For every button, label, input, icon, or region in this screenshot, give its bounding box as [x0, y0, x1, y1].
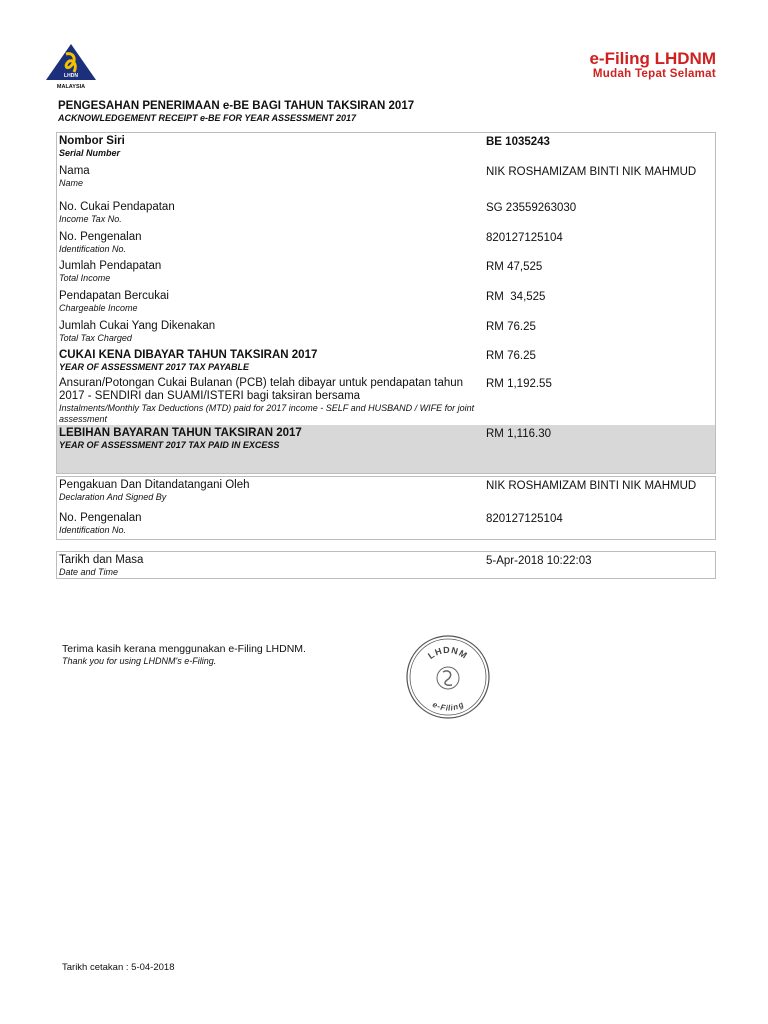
id-value: 820127125104 [486, 232, 563, 244]
serial-value: BE 1035243 [486, 136, 550, 148]
title-main: PENGESAHAN PENERIMAAN e-BE BAGI TAHUN TAKSIRAN 2017 [58, 100, 415, 112]
stamp-text-top: LHDNM [426, 644, 470, 661]
row-tax-charged [57, 318, 715, 347]
datetime-value: 5-Apr-2018 10:22:03 [486, 555, 592, 567]
row-serial [57, 133, 715, 163]
document-title [58, 100, 718, 124]
excess-label-en: YEAR OF ASSESSMENT 2017 TAX PAID IN EXCESS [59, 440, 280, 450]
logo-text-bottom: MALAYSIA [56, 84, 86, 90]
row-chargeable-income [57, 288, 715, 318]
chargeable-label: Pendapatan Bercukai [59, 290, 169, 302]
serial-label: Nombor Siri [59, 135, 125, 147]
print-date: Tarikh cetakan : 5-04-2018 [62, 962, 175, 973]
chargeable-value: RM 34,525 [486, 291, 546, 303]
logo-text-top: LHDN [64, 73, 78, 79]
name-label-en: Name [59, 178, 84, 188]
name-value: NIK ROSHAMIZAM BINTI NIK MAHMUD [486, 166, 697, 178]
serial-label-en: Serial Number [59, 148, 121, 158]
signed-label-en: Declaration And Signed By [59, 492, 167, 502]
id-label: No. Pengenalan [59, 231, 142, 243]
thanks-text: Terima kasih kerana menggunakan e-Filing LHDNM. [62, 643, 306, 655]
stamp-text-bottom: e-Filing [430, 699, 466, 713]
datetime-label-en: Date and Time [59, 567, 118, 577]
id-label-en: Identification No. [59, 244, 127, 254]
row-datetime [57, 552, 715, 580]
pcb-label: Ansuran/Potongan Cukai Bulanan (PCB) telah dibayar untuk pendapatan tahun 2017 - SENDIRI dan SUAMI/ISTERI bagi taksiran bersama [59, 377, 464, 402]
datetime-label: Tarikh dan Masa [59, 554, 144, 566]
brand-tagline: Mudah Tepat Selamat [592, 68, 716, 80]
row-id [57, 229, 715, 258]
name-label: Nama [59, 165, 90, 177]
payable-label-en: YEAR OF ASSESSMENT 2017 TAX PAYABLE [59, 362, 250, 372]
signed-value: NIK ROSHAMIZAM BINTI NIK MAHMUD [486, 480, 697, 492]
declaration-id-value: 820127125104 [486, 513, 563, 525]
svg-text:LHDNM [426, 645, 469, 661]
excess-label: LEBIHAN BAYARAN TAHUN TAKSIRAN 2017 [59, 427, 302, 439]
declaration-id-label: No. Pengenalan [59, 512, 142, 524]
tax-no-value: SG 23559263030 [486, 202, 577, 214]
brand-block [589, 50, 716, 81]
excess-value: RM 1,116.30 [486, 428, 551, 440]
brand-title: e-Filing LHDNM [589, 49, 716, 68]
tax-charged-label-en: Total Tax Charged [59, 333, 132, 343]
tax-charged-label: Jumlah Cukai Yang Dikenakan [59, 320, 216, 332]
thanks-text-en: Thank you for using LHDNM's e-Filing. [62, 656, 217, 666]
pcb-label-en: Instalments/Monthly Tax Deductions (MTD) paid for 2017 income - SELF and HUSBAND / WIFE for joint assessment [59, 403, 475, 424]
row-declaration-id [57, 510, 715, 540]
total-income-label-en: Total Income [59, 273, 111, 283]
title-sub: ACKNOWLEDGEMENT RECEIPT e-BE FOR YEAR ASSESSMENT 2017 [58, 113, 357, 123]
row-tax-payable [57, 347, 715, 375]
total-income-label: Jumlah Pendapatan [59, 260, 162, 272]
payable-label: CUKAI KENA DIBAYAR TAHUN TAKSIRAN 2017 [59, 349, 318, 361]
declaration-table [56, 476, 716, 540]
payable-value: RM 76.25 [486, 350, 536, 362]
thank-you-message [62, 643, 306, 667]
lhdn-logo [44, 42, 98, 90]
row-tax-no [57, 199, 715, 229]
signed-label: Pengakuan Dan Ditandatangani Oleh [59, 479, 250, 491]
row-tax-excess [57, 425, 715, 473]
declaration-id-label-en: Identification No. [59, 525, 127, 535]
tax-no-label-en: Income Tax No. [59, 214, 122, 224]
row-signed-by [57, 477, 715, 510]
lhdnm-efiling-stamp [405, 634, 491, 720]
tax-charged-value: RM 76.25 [486, 321, 536, 333]
chargeable-label-en: Chargeable Income [59, 303, 138, 313]
svg-text:e-Filing [431, 700, 465, 713]
receipt-table [56, 132, 716, 474]
total-income-value: RM 47,525 [486, 261, 543, 273]
datetime-table [56, 551, 716, 579]
row-name [57, 163, 715, 199]
tax-no-label: No. Cukai Pendapatan [59, 201, 175, 213]
row-total-income [57, 258, 715, 288]
row-pcb [57, 375, 715, 425]
pcb-value: RM 1,192.55 [486, 378, 552, 390]
